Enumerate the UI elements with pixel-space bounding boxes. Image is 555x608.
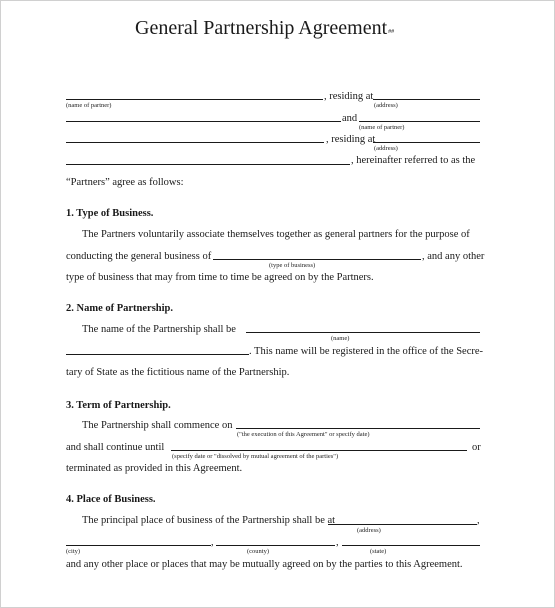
type-of-business-field[interactable] [213, 259, 421, 260]
section-1-heading: 1. Type of Business. [66, 208, 154, 219]
partnership-name-continued-field[interactable] [66, 354, 249, 355]
section-3-line-1-prefix: The Partnership shall commence on [82, 420, 233, 431]
caption-name-of-partner-1: (name of partner) [66, 102, 112, 109]
section-3-heading: 3. Term of Partnership. [66, 400, 171, 411]
partners-agree-text: “Partners” agree as follows: [66, 177, 184, 188]
caption-address-2: (address) [374, 145, 398, 152]
section-3-line-2-prefix: and shall continue until [66, 442, 165, 453]
partnership-name-field[interactable] [246, 332, 480, 333]
caption-state: (state) [370, 548, 387, 555]
section-1-line-2-suffix: , and any other [422, 251, 485, 262]
section-2-line-1-prefix: The name of the Partnership shall be [82, 324, 236, 335]
section-4-heading: 4. Place of Business. [66, 494, 156, 505]
section-1-line-2-prefix: conducting the general business of [66, 251, 212, 262]
section-1-line-1: The Partners voluntarily associate themselves together as general partners for the purpose of [82, 229, 470, 240]
partner-1-address-field[interactable] [373, 99, 480, 100]
partner-2-name-continued-field[interactable] [66, 142, 324, 143]
section-2-line-2-suffix: . This name will be registered in the office of the Secre- [249, 346, 484, 357]
principal-address-field[interactable] [328, 524, 477, 525]
caption-address-place: (address) [357, 527, 381, 534]
partner-2-address-field[interactable] [373, 142, 480, 143]
caption-commence: ("the execution of this Agreement" or specify date) [237, 431, 370, 438]
section-3-line-2-suffix: or [472, 442, 481, 453]
caption-type-of-business: (type of business) [269, 262, 316, 269]
partner-1-name-field[interactable] [66, 99, 323, 100]
section-4-line-3: and any other place or places that may be mutually agreed on by the parties to this Agreement. [66, 559, 463, 570]
hereinafter-text: , hereinafter referred to as the [351, 155, 476, 166]
caption-until: (specify date or "dissolved by mutual agreement of the parties") [172, 453, 339, 460]
caption-name-of-partner-2: (name of partner) [359, 124, 405, 131]
residing-at-text-1: , residing at [324, 91, 374, 102]
partner-1-address-continued-field[interactable] [66, 121, 341, 122]
partner-2-name-field[interactable] [359, 121, 480, 122]
county-field[interactable] [216, 545, 335, 546]
section-4-line-1-prefix: The principal place of business of the Partnership shall be at [82, 515, 336, 526]
section-1-line-3: type of business that may from time to time be agreed on by the Partners. [66, 272, 374, 283]
and-text: and [342, 113, 358, 124]
section-4-comma-1: , [477, 515, 480, 526]
section-4-comma-3: , [336, 537, 339, 548]
caption-address-1: (address) [374, 102, 398, 109]
section-3-line-3: terminated as provided in this Agreement. [66, 463, 243, 474]
caption-county: (county) [247, 548, 270, 555]
caption-name: (name) [331, 335, 350, 342]
state-field[interactable] [342, 545, 480, 546]
section-4-comma-2: , [211, 537, 214, 548]
commence-date-field[interactable] [236, 428, 480, 429]
caption-city: (city) [66, 548, 81, 555]
section-2-heading: 2. Name of Partnership. [66, 303, 174, 314]
residing-at-text-2: , residing at [326, 134, 376, 145]
section-2-line-3: tary of State as the fictitious name of the Partnership. [66, 367, 290, 378]
city-field[interactable] [66, 545, 211, 546]
partner-2-address-continued-field[interactable] [66, 164, 350, 165]
title-text: General Partnership Agreement [135, 17, 388, 39]
document-title [135, 16, 394, 40]
continue-until-field[interactable] [171, 450, 467, 451]
title-mark: ## [388, 29, 395, 35]
